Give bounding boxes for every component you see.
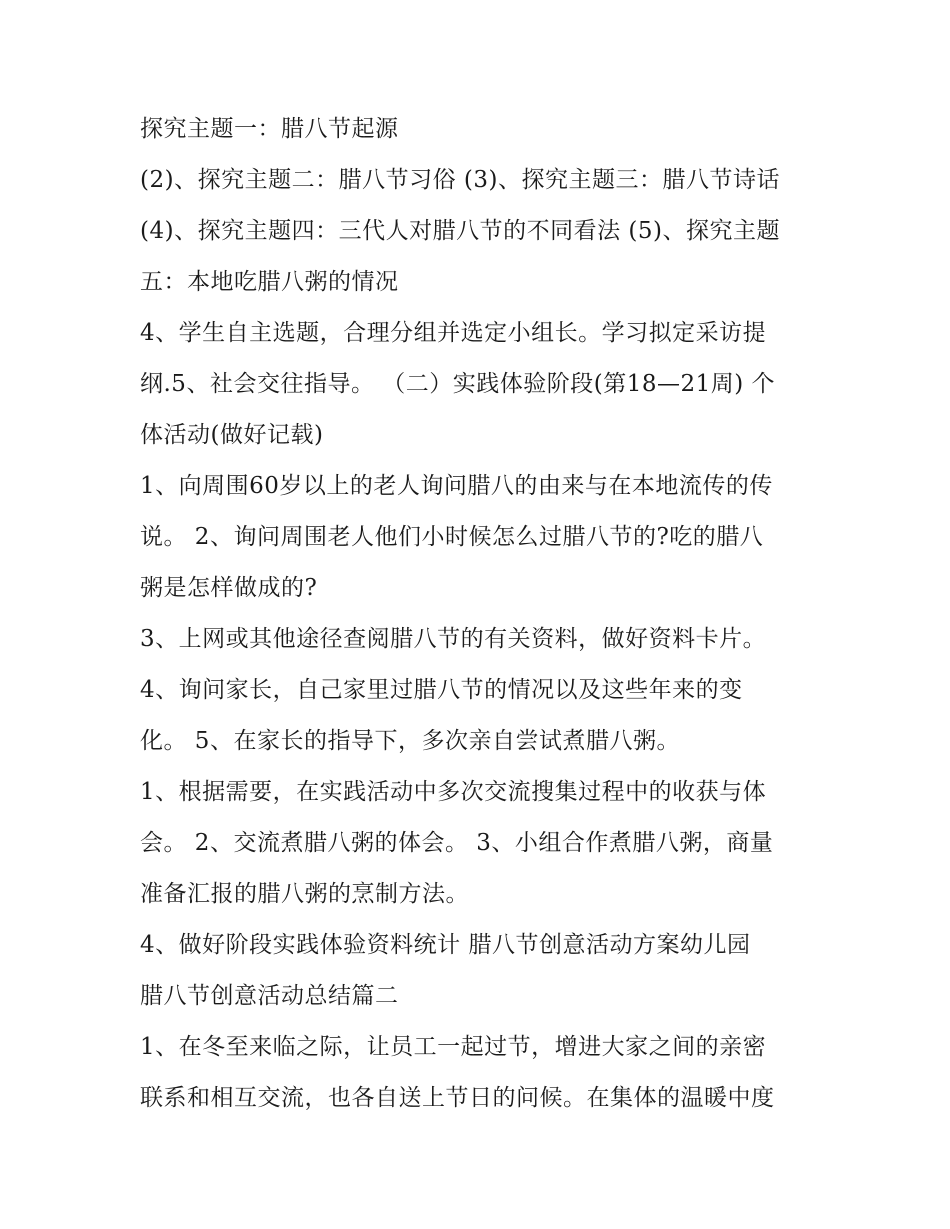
text-line: 1、根据需要，在实践活动中多次交流搜集过程中的收获与体 bbox=[140, 779, 767, 805]
document-body bbox=[140, 104, 820, 1124]
text-line: (4)、探究主题四：三代人对腊八节的不同看法 (5)、探究主题 bbox=[140, 218, 780, 244]
text-line: 4、询问家长，自己家里过腊八节的情况以及这些年来的变 bbox=[140, 677, 743, 703]
text-line: 3、上网或其他途径查阅腊八节的有关资料，做好资料卡片。 bbox=[140, 626, 767, 652]
text-line: 会。 2、交流煮腊八粥的体会。 3、小组合作煮腊八粥，商量 bbox=[140, 830, 774, 856]
text-line: 化。 5、在家长的指导下，多次亲自尝试煮腊八粥。 bbox=[140, 728, 680, 754]
text-line: 准备汇报的腊八粥的烹制方法。 bbox=[140, 881, 469, 907]
text-line: 1、在冬至来临之际，让员工一起过节，增进大家之间的亲密 bbox=[140, 1034, 767, 1060]
text-line: (2)、探究主题二：腊八节习俗 (3)、探究主题三：腊八节诗话 bbox=[140, 167, 780, 193]
text-line: 4、学生自主选题，合理分组并选定小组长。学习拟定采访提 bbox=[140, 320, 767, 346]
text-line: 4、做好阶段实践体验资料统计 腊八节创意活动方案幼儿园 bbox=[140, 932, 751, 958]
text-line: 探究主题一：腊八节起源 bbox=[140, 116, 399, 142]
text-line: 联系和相互交流，也各自送上节日的问候。在集体的温暖中度 bbox=[140, 1085, 775, 1111]
text-line: 说。 2、询问周围老人他们小时候怎么过腊八节的?吃的腊八 bbox=[140, 524, 764, 550]
text-line: 腊八节创意活动总结篇二 bbox=[140, 983, 399, 1009]
text-line: 体活动(做好记载) bbox=[140, 422, 324, 448]
text-line: 纲.5、社会交往指导。 （二）实践体验阶段(第18—21周) 个 bbox=[140, 371, 776, 397]
text-line: 五：本地吃腊八粥的情况 bbox=[140, 269, 399, 295]
text-line: 粥是怎样做成的? bbox=[140, 575, 318, 601]
text-line: 1、向周围60岁以上的老人询问腊八的由来与在本地流传的传 bbox=[140, 473, 773, 499]
